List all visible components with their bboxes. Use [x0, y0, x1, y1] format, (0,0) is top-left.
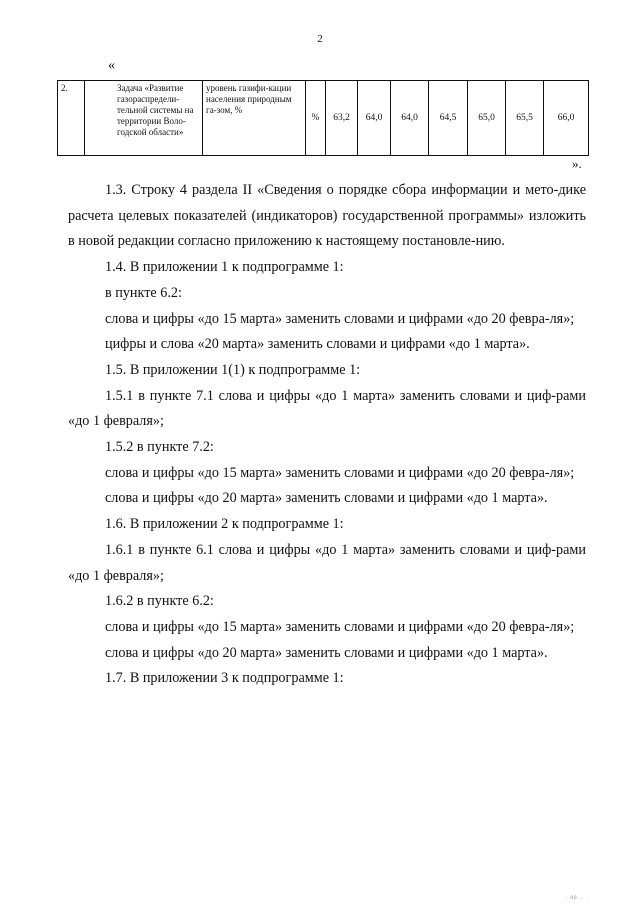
- paragraph: цифры и слова «20 марта» заменить словами и цифрами «до 1 марта».: [105, 336, 530, 353]
- paragraph: слова и цифры «до 15 марта» заменить словами и цифрами «до 20 февра-ля»;: [105, 310, 575, 327]
- paragraph: 1.6.2 в пункте 6.2:: [105, 593, 214, 610]
- paragraph: слова и цифры «до 15 марта» заменить словами и цифрами «до 20 февра-ля»;: [105, 618, 575, 635]
- value-cell: 64,0: [391, 81, 429, 156]
- body-text: [68, 178, 586, 692]
- paragraph: 1.6. В приложении 2 к подпрограмме 1:: [105, 516, 344, 533]
- row-index-cell: 2.: [58, 81, 85, 156]
- close-quote-mark: ».: [572, 156, 582, 171]
- value-cell: 66,0: [544, 81, 589, 156]
- value-cell: 64,5: [429, 81, 468, 156]
- paragraph: в пункте 6.2:: [105, 284, 182, 301]
- indicator-table: [57, 80, 589, 156]
- paragraph: 1.6.1 в пункте 6.1 слова и цифры «до 1 марта» заменить словами и циф-рами «до 1 февраля»;: [68, 541, 586, 584]
- paragraph: 1.5.2 в пункте 7.2:: [105, 439, 214, 456]
- paragraph: 1.5.1 в пункте 7.1 слова и цифры «до 1 марта» заменить словами и циф-рами «до 1 февраля»;: [68, 387, 586, 430]
- table-row: [58, 81, 589, 156]
- value-cell: 64,0: [358, 81, 391, 156]
- open-quote-mark: «: [108, 58, 115, 73]
- paragraph: 1.3. Строку 4 раздела II «Сведения о порядке сбора информации и мето-дике расчета целевых показателей (индикаторов) государственной программы» изложить в новой редакции согласно приложению к настоящему постановле-нию.: [68, 182, 586, 250]
- paragraph: 1.7. В приложении 3 к подпрограмме 1:: [105, 670, 344, 687]
- paragraph: слова и цифры «до 20 марта» заменить словами и цифрами «до 1 марта».: [105, 644, 548, 661]
- paragraph: слова и цифры «до 20 марта» заменить словами и цифрами «до 1 марта».: [105, 490, 548, 507]
- unit-cell: %: [306, 81, 326, 156]
- value-cell: 65,0: [468, 81, 506, 156]
- value-cell: 63,2: [326, 81, 358, 156]
- value-cell: 65,5: [506, 81, 544, 156]
- paragraph: слова и цифры «до 15 марта» заменить словами и цифрами «до 20 февра-ля»;: [105, 464, 575, 481]
- indicator-name-cell: уровень газифи-кации населения природным га-зом, %: [203, 81, 306, 156]
- paragraph: 1.5. В приложении 1(1) к подпрограмме 1:: [105, 361, 361, 378]
- corner-mark: . 00 .. .: [566, 896, 589, 901]
- paragraph: 1.4. В приложении 1 к подпрограмме 1:: [105, 259, 344, 276]
- task-name-cell: Задача «Развитие газораспредели-тельной системы на территории Воло-годской области»: [85, 81, 203, 156]
- page-number: 2: [317, 33, 323, 45]
